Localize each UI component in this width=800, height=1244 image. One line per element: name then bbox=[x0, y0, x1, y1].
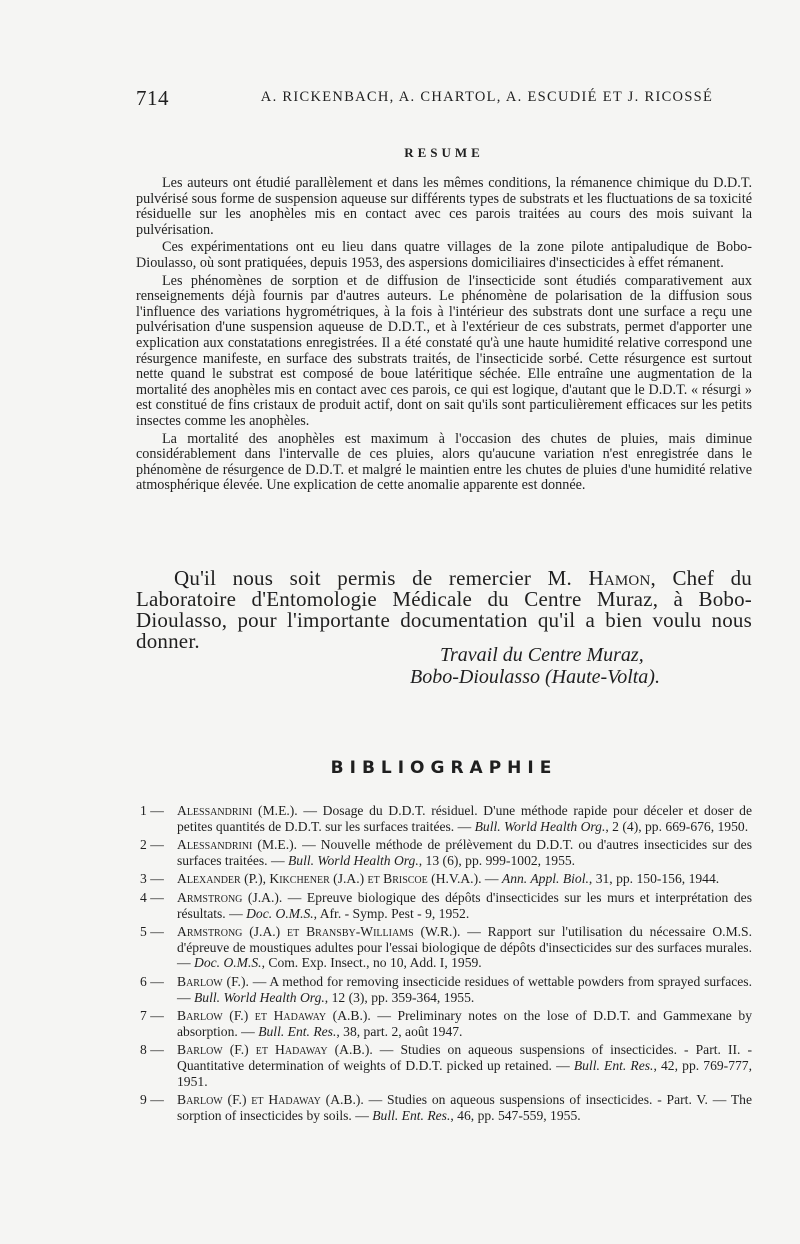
reference-authors: Barlow (F.) et Hadaway (A.B.). bbox=[177, 1008, 371, 1024]
reference-number: 2 — bbox=[140, 837, 164, 853]
acknowledgement-name: Hamon bbox=[588, 566, 651, 590]
reference-title: — Nouvelle méthode de prélèvement du D.D.T. ou d'autres insecticides sur des surfaces traitées. — bbox=[177, 837, 752, 868]
reference-journal: Bull. World Health Org. bbox=[287, 852, 419, 868]
reference-details: , Afr. - Symp. Pest - 9, 1952. bbox=[313, 905, 470, 921]
reference-journal: Ann. Appl. Biol. bbox=[501, 871, 589, 887]
acknowledgement-text: , Chef du Laboratoire d'Entomologie Médicale du Centre Muraz, à Bobo-Dioulasso, pour l'importante documentation qu'il a bien voulu nous donner. bbox=[136, 566, 753, 653]
reference-journal: Bull. Ent. Res. bbox=[573, 1057, 654, 1073]
reference-details: , Com. Exp. Insect., no 10, Add. I, 1959. bbox=[261, 955, 482, 971]
reference-journal: Bull. World Health Org. bbox=[194, 989, 325, 1005]
bibliography-title: BIBLIOGRAPHIE bbox=[330, 758, 558, 778]
reference-journal: Doc. O.M.S. bbox=[246, 905, 314, 921]
reference-item bbox=[140, 1008, 752, 1039]
reference-authors: Armstrong (J.A.) et Bransby-Williams (W.R.). bbox=[177, 924, 461, 940]
reference-details: , 2 (4), pp. 669-676, 1950. bbox=[605, 818, 749, 834]
acknowledgement bbox=[136, 568, 752, 652]
reference-title: — Studies on aqueous suspensions of insecticides. - Part. V. — The sorption of insecticides by soils. — bbox=[177, 1092, 752, 1123]
reference-number: 1 — bbox=[140, 803, 164, 818]
reference-number: 9 — bbox=[140, 1092, 164, 1108]
reference-item bbox=[140, 837, 752, 868]
affiliation-signature bbox=[300, 644, 752, 688]
affiliation-line: Bobo-Dioulasso (Haute-Volta). bbox=[410, 666, 660, 688]
affiliation-line: Travail du Centre Muraz, bbox=[440, 644, 644, 666]
reference-details: , 42, pp. 769-777, 1951. bbox=[177, 1057, 752, 1089]
reference-details: , 12 (3), pp. 359-364, 1955. bbox=[324, 989, 475, 1005]
reference-title: — Dosage du D.D.T. résiduel. D'une méthode rapide pour déceler et doser de petites quantités de D.D.T. sur les surfaces traitées. — bbox=[177, 803, 752, 834]
reference-item bbox=[140, 803, 752, 834]
page-header bbox=[136, 86, 752, 110]
reference-journal: Bull. Ent. Res. bbox=[258, 1023, 337, 1039]
reference-number: 5 — bbox=[140, 924, 164, 940]
reference-authors: Armstrong (J.A.). bbox=[177, 889, 283, 905]
reference-title: — Studies on aqueous suspensions of insecticides. - Part. II. - Quantitative determination of weights of D.D.T. picked up retained. — bbox=[177, 1042, 752, 1073]
reference-item bbox=[140, 924, 752, 971]
reference-details: , 38, part. 2, août 1947. bbox=[336, 1023, 463, 1039]
reference-authors: Barlow (F.) et Hadaway (A.B.). bbox=[177, 1092, 364, 1108]
reference-title: — bbox=[481, 871, 502, 887]
reference-authors: Barlow (F.) et Hadaway (A.B.). bbox=[177, 1042, 373, 1058]
reference-authors: Alessandrini (M.E.). bbox=[177, 803, 298, 818]
reference-journal: Bull. Ent. Res. bbox=[372, 1107, 451, 1123]
bibliography-list bbox=[140, 803, 752, 1126]
page-number: 714 bbox=[136, 86, 169, 110]
reference-item bbox=[140, 974, 752, 1005]
reference-title: — Preliminary notes on the lose of D.D.T. and Gammexane by absorption. — bbox=[177, 1008, 752, 1039]
reference-number: 8 — bbox=[140, 1042, 164, 1058]
reference-authors: Barlow (F.). bbox=[177, 973, 249, 989]
running-head: A. RICKENBACH, A. CHARTOL, A. ESCUDIÉ ET J. RICOSSÉ bbox=[260, 89, 714, 105]
reference-item bbox=[140, 890, 752, 921]
resume-paragraph: La mortalité des anophèles est maximum à l'occasion des chutes de pluies, mais diminue considérablement dans l'intervalle de ces pluies, alors qu'aucune variation n'est enregistrée dans le phénomène de résurgence de D.D.T. et malgré le maintien entre les chutes de pluies d'une humidité relative atmosphérique élevée. Une explication de cette anomalie apparente est donnée. bbox=[136, 430, 752, 494]
reference-title: — A method for removing insecticide residues of wettable powders from sprayed surfaces. — bbox=[177, 973, 753, 1005]
reference-authors: Alessandrini (M.E.). bbox=[177, 837, 298, 853]
reference-details: , 13 (6), pp. 999-1002, 1955. bbox=[418, 852, 576, 868]
resume-paragraph: Ces expérimentations ont eu lieu dans quatre villages de la zone pilote antipaludique de Bobo-Dioulasso, où sont pratiquées, depuis 1953, des aspersions domiciliaires d'insecticides à effet rémanent. bbox=[136, 239, 752, 271]
reference-journal: Bull. World Health Org. bbox=[474, 818, 606, 834]
resume-paragraph: Les auteurs ont étudié parallèlement et dans les mêmes conditions, la rémanence chimique du D.D.T. pulvérisé sous forme de suspension aqueuse sur différents types de substrats et les fluctuations de sa toxicité résiduelle sur les anophèles mis en contact avec ces parois traitées au cours des mois suivant la pulvérisation. bbox=[136, 175, 752, 238]
reference-journal: Doc. O.M.S. bbox=[194, 955, 262, 971]
reference-details: , 31, pp. 150-156, 1944. bbox=[588, 871, 720, 887]
resume-paragraph: Les phénomènes de sorption et de diffusion de l'insecticide sont étudiés comparativement aux renseignements déjà fournis par d'autres auteurs. Le phénomène de polarisation de la diffusion sous l'influence des variations hygrométriques, à la fois à l'intérieur des substrats dont une surface a reçu une pulvérisation d'une suspension aqueuse de D.D.T., et à l'extérieur de ces substrats, permet d'apporter une explication aux constatations enregistrées. Il a été constaté qu'à une haute humidité relative correspond une résurgence manifeste, en surface des substrats traités, de l'insecticide sorbé. Cette résurgence est surtout nette quand le substrat est composé de boue latéritique séchée. Elle entraîne une augmentation de la mortalité des anophèles mis en contact avec ces parois, ce qui est logique, d'autant que le D.D.T. « résurgi » est constitué de fins cristaux de produit actif, dont on sait qu'ils sont particulièrement efficaces sur les petits insectes comme les anophèles. bbox=[136, 272, 752, 429]
reference-item bbox=[140, 1092, 752, 1123]
reference-details: , 46, pp. 547-559, 1955. bbox=[450, 1107, 581, 1123]
resume-body bbox=[136, 176, 752, 494]
resume-title: RESUME bbox=[404, 145, 484, 160]
acknowledgement-text: Qu'il nous soit permis de remercier M. bbox=[174, 566, 589, 590]
reference-title: — Epreuve biologique des dépôts d'insecticides sur les murs et interprétation des résultats. — bbox=[177, 889, 753, 921]
reference-title: — Rapport sur l'utilisation du nécessaire O.M.S. d'épreuve de moustiques adultes pour l'essai biologique de dépôts d'insecticides sur des surfaces murales. — bbox=[177, 924, 753, 971]
reference-number: 7 — bbox=[140, 1008, 164, 1024]
reference-number: 4 — bbox=[140, 889, 164, 905]
reference-item bbox=[140, 1042, 752, 1089]
reference-number: 3 — bbox=[140, 871, 164, 887]
reference-authors: Alexander (P.), Kikchener (J.A.) et Briscoe (H.V.A.). bbox=[177, 871, 482, 887]
reference-item bbox=[140, 871, 752, 887]
reference-number: 6 — bbox=[140, 973, 164, 989]
